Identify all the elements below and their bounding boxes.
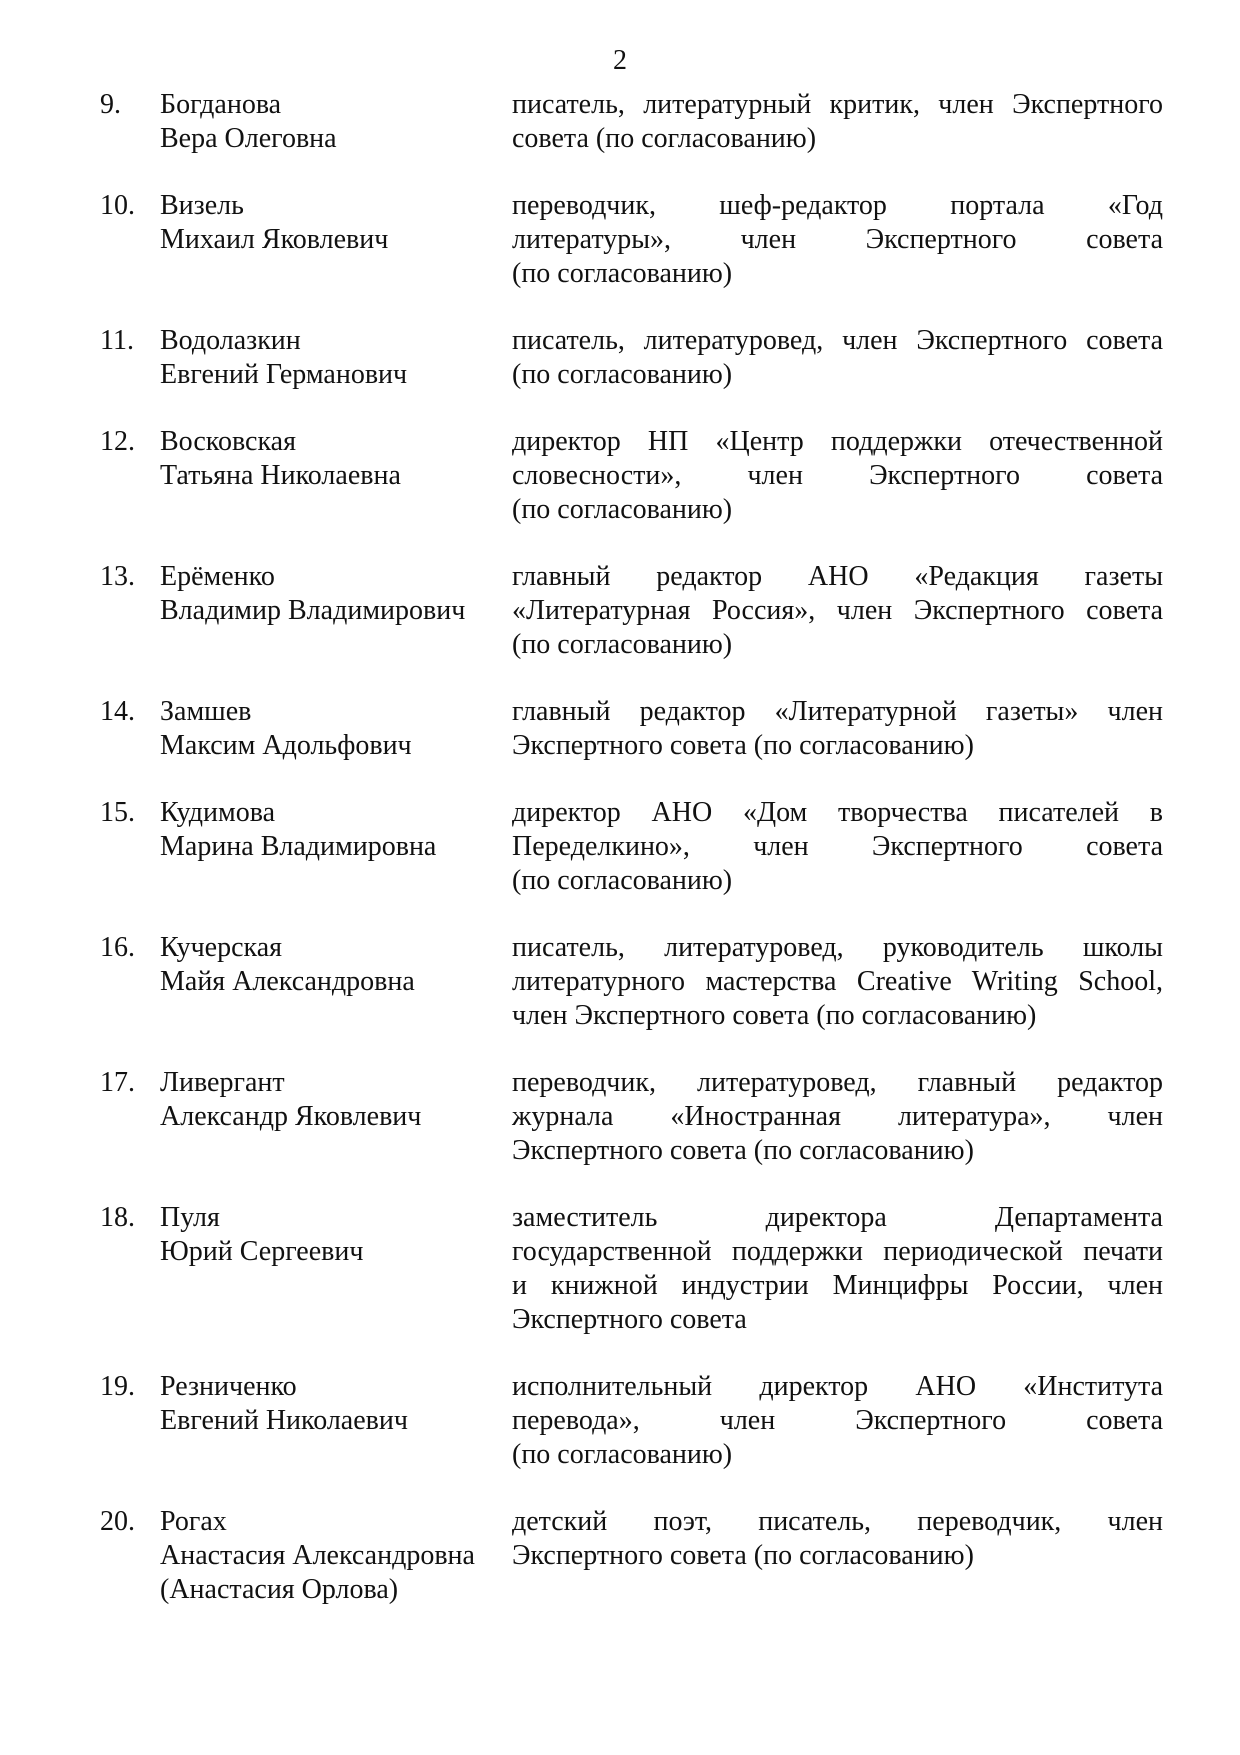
entry-role-line: детский поэт, писатель, переводчик, член bbox=[512, 1506, 1163, 1537]
entry-role bbox=[512, 189, 1163, 291]
entry-role bbox=[512, 1066, 1163, 1168]
entry-role bbox=[512, 425, 1163, 527]
page-number: 2 bbox=[613, 45, 627, 76]
entry-role bbox=[512, 695, 1163, 763]
entry-number: 13. bbox=[100, 561, 135, 592]
entry-name-line: Максим Адольфович bbox=[160, 730, 412, 761]
entry-role-line: словесности», член Экспертного совета bbox=[512, 460, 1163, 491]
entry-name bbox=[160, 695, 500, 763]
entry-name bbox=[160, 1370, 500, 1438]
entry-role bbox=[512, 931, 1163, 1033]
entry-role-line: (по согласованию) bbox=[512, 1439, 733, 1470]
entry-name-line: Рогах bbox=[160, 1506, 227, 1537]
entry-role-line: главный редактор АНО «Редакция газеты bbox=[512, 561, 1163, 592]
entry-name-line: Кучерская bbox=[160, 932, 282, 963]
entry-name-line: Кудимова bbox=[160, 797, 276, 828]
entry-name-line: Ерёменко bbox=[160, 561, 275, 592]
entry-name-line: Марина Владимировна bbox=[160, 831, 437, 862]
entry-number: 11. bbox=[100, 325, 134, 356]
entry-name-line: Владимир Владимирович bbox=[160, 595, 466, 626]
entry-name bbox=[160, 324, 500, 392]
entry-role-line: Экспертного совета (по согласованию) bbox=[512, 1135, 974, 1166]
entry-role-line: (по согласованию) bbox=[512, 494, 733, 525]
entry-name-line: Майя Александровна bbox=[160, 966, 415, 997]
entry-role-line: директор АНО «Дом творчества писателей в bbox=[512, 797, 1163, 828]
entry-role-line: писатель, литературовед, член Экспертного совета bbox=[512, 325, 1163, 356]
entry-name-line: Водолазкин bbox=[160, 325, 301, 356]
entry-role-line: писатель, литературовед, руководитель школы bbox=[512, 932, 1163, 963]
entry-role-line: (по согласованию) bbox=[512, 865, 733, 896]
entry-name bbox=[160, 931, 500, 999]
entry-name bbox=[160, 560, 500, 628]
entry-role-line: (по согласованию) bbox=[512, 629, 733, 660]
entry-role-line: (по согласованию) bbox=[512, 359, 733, 390]
entry-role-line: исполнительный директор АНО «Института bbox=[512, 1371, 1163, 1402]
entry-name-line: Ливергант bbox=[160, 1067, 285, 1098]
entry-role bbox=[512, 88, 1163, 156]
entry-role-line: главный редактор «Литературной газеты» член bbox=[512, 696, 1163, 727]
entry-number: 19. bbox=[100, 1371, 135, 1402]
entry-name-line: Визель bbox=[160, 190, 244, 221]
entry-role-line: писатель, литературный критик, член Экспертного bbox=[512, 89, 1163, 120]
entry-role bbox=[512, 560, 1163, 662]
entry-role bbox=[512, 796, 1163, 898]
entry-role-line: заместитель директора Департамента bbox=[512, 1202, 1163, 1233]
entry-role-line: журнала «Иностранная литература», член bbox=[512, 1101, 1163, 1132]
entry-name-line: Восковская bbox=[160, 426, 296, 457]
entry-name-line: Евгений Николаевич bbox=[160, 1405, 408, 1436]
entry-number: 15. bbox=[100, 797, 135, 828]
entry-name bbox=[160, 1201, 500, 1269]
entry-name-line: Анастасия Александровна bbox=[160, 1540, 475, 1571]
entry-name bbox=[160, 425, 500, 493]
entry-name-line: Александр Яковлевич bbox=[160, 1101, 422, 1132]
entry-role-line: литературного мастерства Creative Writing School, bbox=[512, 966, 1163, 997]
entry-role-line: и книжной индустрии Минцифры России, член bbox=[512, 1270, 1163, 1301]
entry-role-line: перевода», член Экспертного совета bbox=[512, 1405, 1163, 1436]
entry-name bbox=[160, 796, 500, 864]
entry-name-line: Вера Олеговна bbox=[160, 123, 337, 154]
entry-role-line: директор НП «Центр поддержки отечественной bbox=[512, 426, 1163, 457]
entry-name-line: Татьяна Николаевна bbox=[160, 460, 401, 491]
entry-number: 10. bbox=[100, 190, 135, 221]
entry-name-line: Михаил Яковлевич bbox=[160, 224, 389, 255]
entry-role bbox=[512, 1505, 1163, 1573]
entry-name-line: Пуля bbox=[160, 1202, 220, 1233]
entry-name bbox=[160, 1505, 500, 1607]
entry-number: 9. bbox=[100, 89, 121, 120]
entry-name-line: Богданова bbox=[160, 89, 282, 120]
entry-role bbox=[512, 1201, 1163, 1337]
entry-name-line: Юрий Сергеевич bbox=[160, 1236, 364, 1267]
entry-role-line: Экспертного совета (по согласованию) bbox=[512, 1540, 974, 1571]
entry-name-line: Замшев bbox=[160, 696, 252, 727]
entry-role-line: совета (по согласованию) bbox=[512, 123, 817, 154]
entry-number: 20. bbox=[100, 1506, 135, 1537]
entry-number: 16. bbox=[100, 932, 135, 963]
entry-role-line: Экспертного совета (по согласованию) bbox=[512, 730, 974, 761]
entry-role bbox=[512, 324, 1163, 392]
entry-role-line: переводчик, литературовед, главный редактор bbox=[512, 1067, 1163, 1098]
entry-role-line: Экспертного совета bbox=[512, 1304, 747, 1335]
entry-number: 14. bbox=[100, 696, 135, 727]
entry-role-line: государственной поддержки периодической печати bbox=[512, 1236, 1163, 1267]
entry-role-line: член Экспертного совета (по согласованию) bbox=[512, 1000, 1037, 1031]
entry-number: 12. bbox=[100, 426, 135, 457]
entry-role-line: «Литературная Россия», член Экспертного совета bbox=[512, 595, 1163, 626]
entry-name-line: Евгений Германович bbox=[160, 359, 408, 390]
entry-role-line: литературы», член Экспертного совета bbox=[512, 224, 1163, 255]
entry-name-line: Резниченко bbox=[160, 1371, 297, 1402]
entry-role-line: Переделкино», член Экспертного совета bbox=[512, 831, 1163, 862]
entry-number: 18. bbox=[100, 1202, 135, 1233]
entry-role-line: (по согласованию) bbox=[512, 258, 733, 289]
entry-name bbox=[160, 189, 500, 257]
entry-name bbox=[160, 88, 500, 156]
entry-role bbox=[512, 1370, 1163, 1472]
entry-role-line: переводчик, шеф-редактор портала «Год bbox=[512, 190, 1163, 221]
entry-name-line: (Анастасия Орлова) bbox=[160, 1574, 399, 1605]
entry-number: 17. bbox=[100, 1067, 135, 1098]
entry-name bbox=[160, 1066, 500, 1134]
